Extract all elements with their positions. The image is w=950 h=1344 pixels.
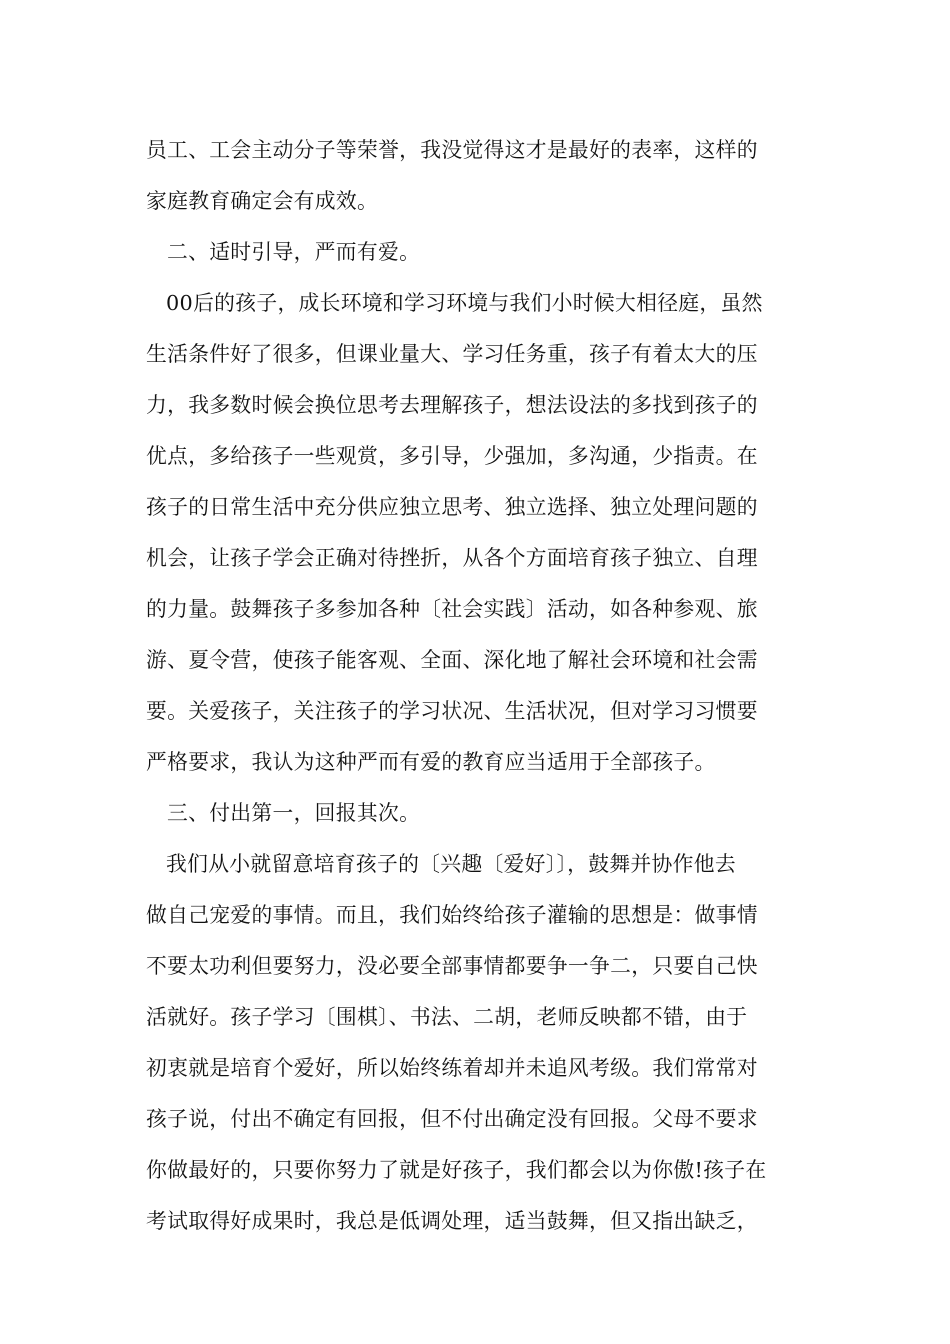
text-line: 活就好。孩子学习〔围棋〕、书法、二胡，老师反映都不错，由于 (146, 1005, 748, 1029)
text-line: 做自己宠爱的事情。而且，我们始终给孩子灌输的思想是：做事情 (146, 903, 758, 927)
document-body (146, 125, 816, 1247)
text-line: 的力量。鼓舞孩子多参加各种〔社会实践〕活动，如各种参观、旅 (146, 597, 758, 621)
text-line: 孩子的日常生活中充分供应独立思考、独立选择、独立处理问题的 (146, 495, 758, 519)
text-line: 孩子说，付出不确定有回报，但不付出确定没有回报。父母不要求 (146, 1107, 758, 1131)
text-line: 家庭教育确定会有成效。 (146, 189, 379, 213)
text-line: 生活条件好了很多，但课业量大、学习任务重，孩子有着太大的压 (146, 342, 758, 366)
text-line: 员工、工会主动分子等荣誉，我没觉得这才是最好的表率，这样的 (146, 138, 758, 162)
text-line: 严格要求，我认为这种严而有爱的教育应当适用于全部孩子。 (146, 750, 716, 774)
text-line: 力，我多数时候会换位思考去理解孩子，想法设法的多找到孩子的 (146, 393, 758, 417)
text-line: 要。关爱孩子，关注孩子的学习状况、生活状况，但对学习习惯要 (146, 699, 758, 723)
text-line: 优点，多给孩子一些观赏，多引导，少强加，多沟通，少指责。在 (146, 444, 758, 468)
text-line: 游、夏令营，使孩子能客观、全面、深化地了解社会环境和社会需 (146, 648, 758, 672)
text-line: 我们从小就留意培育孩子的〔兴趣〔爱好〕〕，鼓舞并协作他去 (166, 852, 736, 876)
text-line: 考试取得好成果时，我总是低调处理，适当鼓舞，但又指出缺乏， (146, 1209, 758, 1233)
text-line: 00后的孩子，成长环境和学习环境与我们小时候大相径庭，虽然 (166, 291, 763, 315)
text-line: 你做最好的，只要你努力了就是好孩子，我们都会以为你傲!孩子在 (146, 1158, 767, 1182)
text-line: 不要太功利但要努力，没必要全部事情都要争一争二，只要自己快 (146, 954, 758, 978)
section-heading: 二、适时引导，严而有爱。 (167, 240, 421, 264)
section-heading: 三、付出第一，回报其次。 (167, 801, 421, 825)
text-line: 机会，让孩子学会正确对待挫折，从各个方面培育孩子独立、自理 (146, 546, 758, 570)
text-line: 初衷就是培育个爱好，所以始终练着却并未追风考级。我们常常对 (146, 1056, 758, 1080)
